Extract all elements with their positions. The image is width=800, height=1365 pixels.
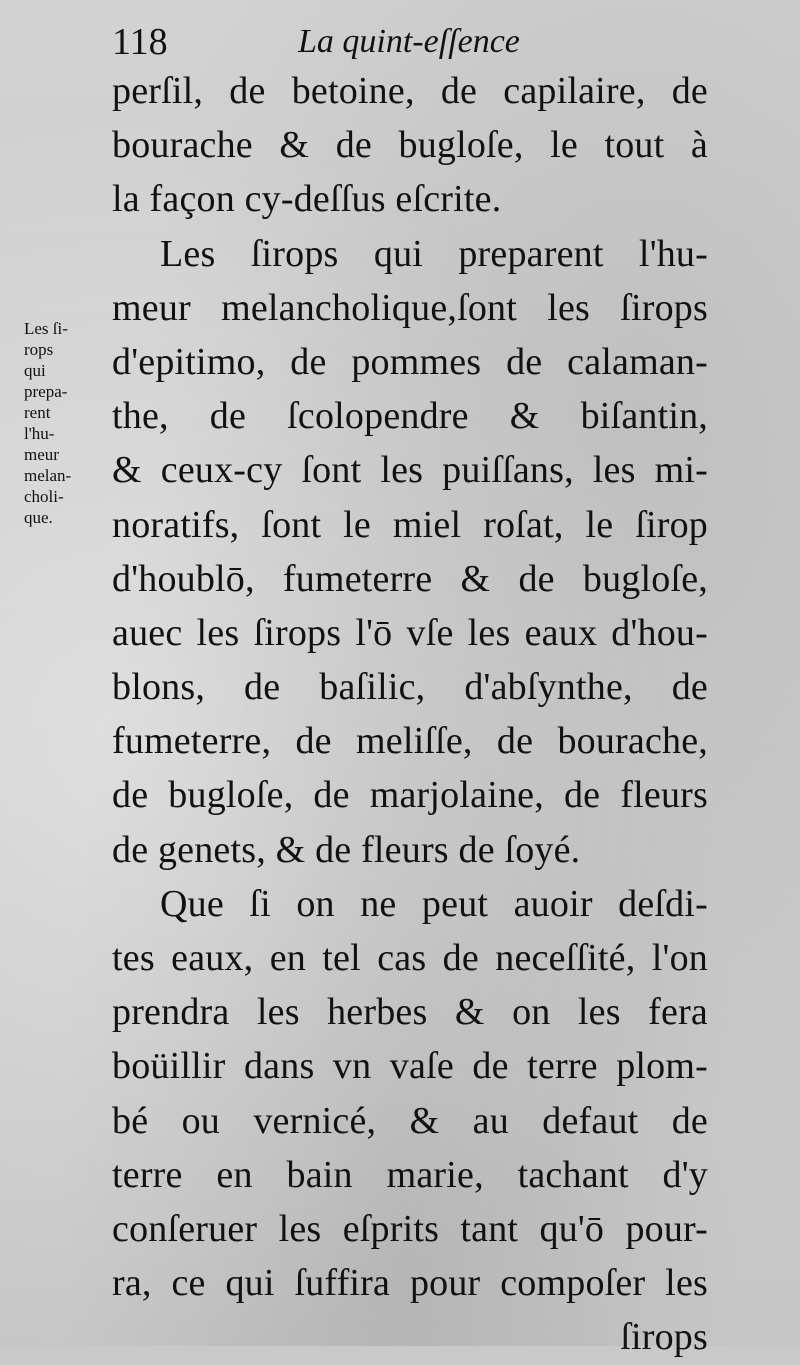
marginal-note-line: qui bbox=[24, 361, 46, 380]
text-line: bourache & de bugloſe, le tout à bbox=[112, 124, 708, 167]
text-line: noratifs, ſont le miel roſat, le ſirop bbox=[112, 503, 708, 546]
text-line: perſil, de betoine, de capilaire, de bbox=[112, 70, 708, 112]
marginal-note-line: prepa- bbox=[24, 382, 68, 401]
marginal-note-line: meur bbox=[24, 445, 59, 464]
marginal-note-line: melan- bbox=[24, 466, 72, 485]
text-line: d'epitimo, de pommes de calaman- bbox=[112, 340, 708, 383]
text-line: prendra les herbes & on les fera bbox=[112, 991, 708, 1034]
marginal-note bbox=[24, 318, 104, 528]
text-line: ra, ce qui ſuffira pour compoſer les bbox=[112, 1262, 708, 1305]
text-line: meur melancholique,ſont les ſirops bbox=[112, 286, 708, 329]
text-line: blons, de baſilic, d'abſynthe, de bbox=[112, 666, 708, 709]
text-line: tes eaux, en tel cas de neceſſité, l'on bbox=[112, 937, 708, 979]
text-line: d'houblō, fumeterre & de bugloſe, bbox=[112, 557, 708, 600]
text-line: fumeterre, de meliſſe, de bourache, bbox=[112, 720, 708, 763]
catchword: ſirops bbox=[620, 1316, 708, 1359]
text-line: conſeruer les eſprits tant qu'ō pour- bbox=[112, 1207, 708, 1250]
text-line: bé ou vernicé, & au defaut de bbox=[112, 1099, 708, 1142]
marginal-note-line: rent bbox=[24, 403, 51, 422]
marginal-note-line: choli- bbox=[24, 487, 64, 506]
text-line: de bugloſe, de marjolaine, de fleurs bbox=[112, 774, 708, 817]
marginal-note-line: que. bbox=[24, 508, 53, 527]
text-line: terre en bain marie, tachant d'y bbox=[112, 1153, 708, 1196]
text-line: auec les ſirops l'ō vſe les eaux d'hou- bbox=[112, 611, 708, 654]
page-number: 118 bbox=[112, 21, 168, 63]
marginal-note-line: Les ſi- bbox=[24, 319, 68, 338]
text-line: boüillir dans vn vaſe de terre plom- bbox=[112, 1045, 708, 1088]
running-title: La quint-eſſence bbox=[298, 23, 520, 60]
text-line: & ceux-cy ſont les puiſſans, les mi- bbox=[112, 449, 708, 492]
marginal-note-line: rops bbox=[24, 340, 54, 359]
text-line: Les ſirops qui preparent l'hu- bbox=[160, 232, 708, 275]
body-text bbox=[112, 64, 708, 1365]
text-line: de genets, & de fleurs de ſoyé. bbox=[112, 828, 581, 871]
text-line: Que ſi on ne peut auoir deſdi- bbox=[160, 882, 708, 925]
text-line: la façon cy-deſſus eſcrite. bbox=[112, 178, 502, 221]
running-header bbox=[112, 18, 672, 66]
marginal-note-line: l'hu- bbox=[24, 424, 55, 443]
text-line: the, de ſcolopendre & biſantin, bbox=[112, 395, 708, 438]
